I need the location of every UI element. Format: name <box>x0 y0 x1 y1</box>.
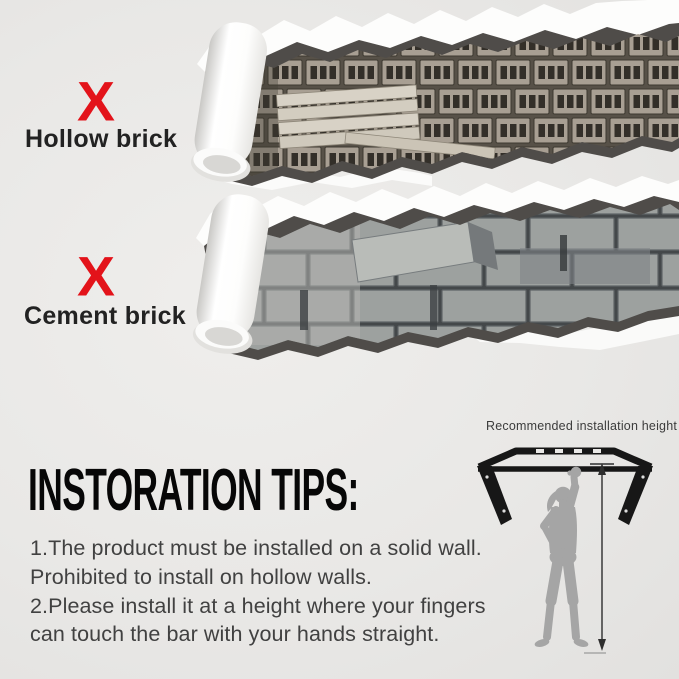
tip-line-3: 2.Please install it at a height where your fingers <box>30 593 486 618</box>
x-icon-cement: X <box>77 245 116 309</box>
cement-brick-label: Cement brick <box>24 302 186 330</box>
installation-height-caption: Recommended installation height <box>486 419 678 433</box>
tip-line-4: can touch the bar with your hands straight. <box>30 622 440 647</box>
hollow-brick-photo <box>197 0 679 190</box>
x-icon-hollow: X <box>77 70 116 134</box>
tips-body <box>30 534 486 649</box>
cement-brick-photo <box>196 176 679 365</box>
tip-line-1: 1.The product must be installed on a solid wall. <box>30 536 482 560</box>
person-silhouette <box>534 467 589 649</box>
tip-line-2: Prohibited to install on hollow walls. <box>30 564 373 589</box>
hollow-brick-label: Hollow brick <box>25 125 178 153</box>
tips-heading: INSTORATION TIPS: <box>28 457 359 523</box>
height-measure-arrow <box>584 463 614 653</box>
